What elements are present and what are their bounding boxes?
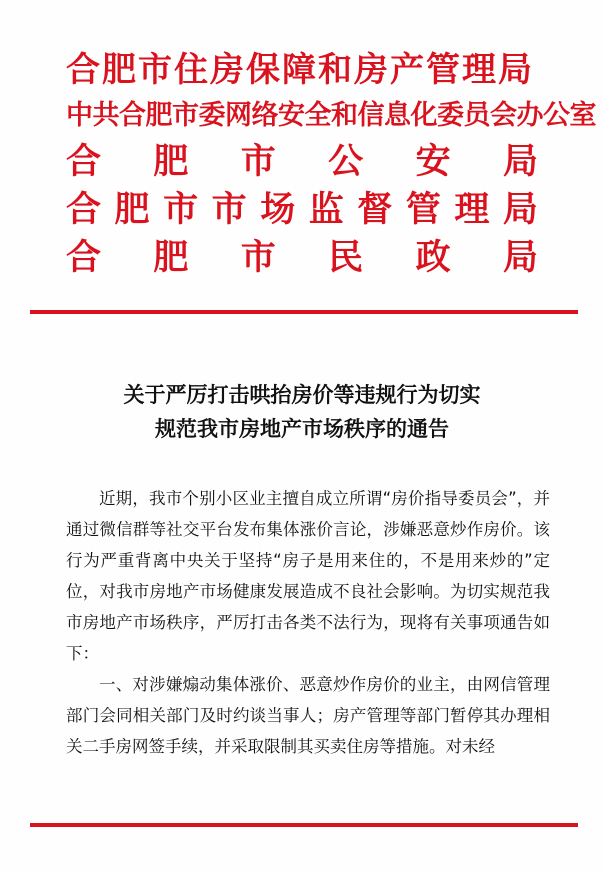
agency-name-char: 监 <box>308 189 344 230</box>
agency-public-security-bureau <box>66 138 538 186</box>
agency-name-char: 合 <box>66 237 102 278</box>
agency-name-char: 管 <box>405 189 441 230</box>
agency-name-char: 安 <box>415 141 451 182</box>
agency-name-char: 督 <box>357 189 393 230</box>
agency-name-char: 公 <box>328 141 364 182</box>
agency-name-char: 民 <box>328 237 364 278</box>
agency-name-char: 政 <box>415 237 451 278</box>
agency-civil-affairs-bureau <box>66 234 538 282</box>
agency-name-char: 场 <box>260 189 296 230</box>
header-red-divider <box>30 310 578 314</box>
body-paragraph-intro: 近期，我市个别小区业主擅自成立所谓“房价指导委员会”，并通过微信群等社交平台发布集体涨价言论，涉嫌恶意炒作房价。该行为严重背离中央关于坚持“房子是用来住的，不是用来炒的”定位，对我市房地产市场健康发展造成不良社会影响。为切实规范我市房地产市场秩序，严厉打击各类不法行为，现将有关事项通告如下： <box>66 489 550 663</box>
notice-title-line-1: 关于严厉打击哄抬房价等违规行为切实 <box>123 383 481 407</box>
agency-housing-bureau: 合肥市住房保障和房产管理局 <box>66 50 534 90</box>
footer-red-divider <box>30 823 578 827</box>
agency-name-char: 市 <box>240 237 276 278</box>
agency-cyberspace-office: 中共合肥市委网络安全和信息化委员会办公室 <box>66 100 596 131</box>
agency-name-char: 市 <box>211 189 247 230</box>
agency-market-supervision-bureau <box>66 186 538 234</box>
agency-name-char: 合 <box>66 189 102 230</box>
notice-title-line-2: 规范我市房地产市场秩序的通告 <box>155 417 449 441</box>
agency-name-char: 肥 <box>114 189 150 230</box>
body-paragraph-item-1: 一、对涉嫌煽动集体涨价、恶意炒作房价的业主，由网信管理部门会同相关部门及时约谈当事人；房产管理等部门暂停其办理相关二手房网签手续，并采取限制其买卖住房等措施。对未经 <box>66 675 550 756</box>
agency-name-char: 肥 <box>153 237 189 278</box>
agency-name-char: 肥 <box>153 141 189 182</box>
agency-name-char: 局 <box>502 189 538 230</box>
agency-name-char: 市 <box>240 141 276 182</box>
notice-body <box>66 483 550 762</box>
agency-name-char: 市 <box>163 189 199 230</box>
agency-name-char: 理 <box>454 189 490 230</box>
agency-name-char: 合 <box>66 141 102 182</box>
notice-title <box>0 378 604 446</box>
agency-name-char: 局 <box>502 237 538 278</box>
agency-name-char: 局 <box>502 141 538 182</box>
issuing-agencies-header <box>66 46 596 282</box>
